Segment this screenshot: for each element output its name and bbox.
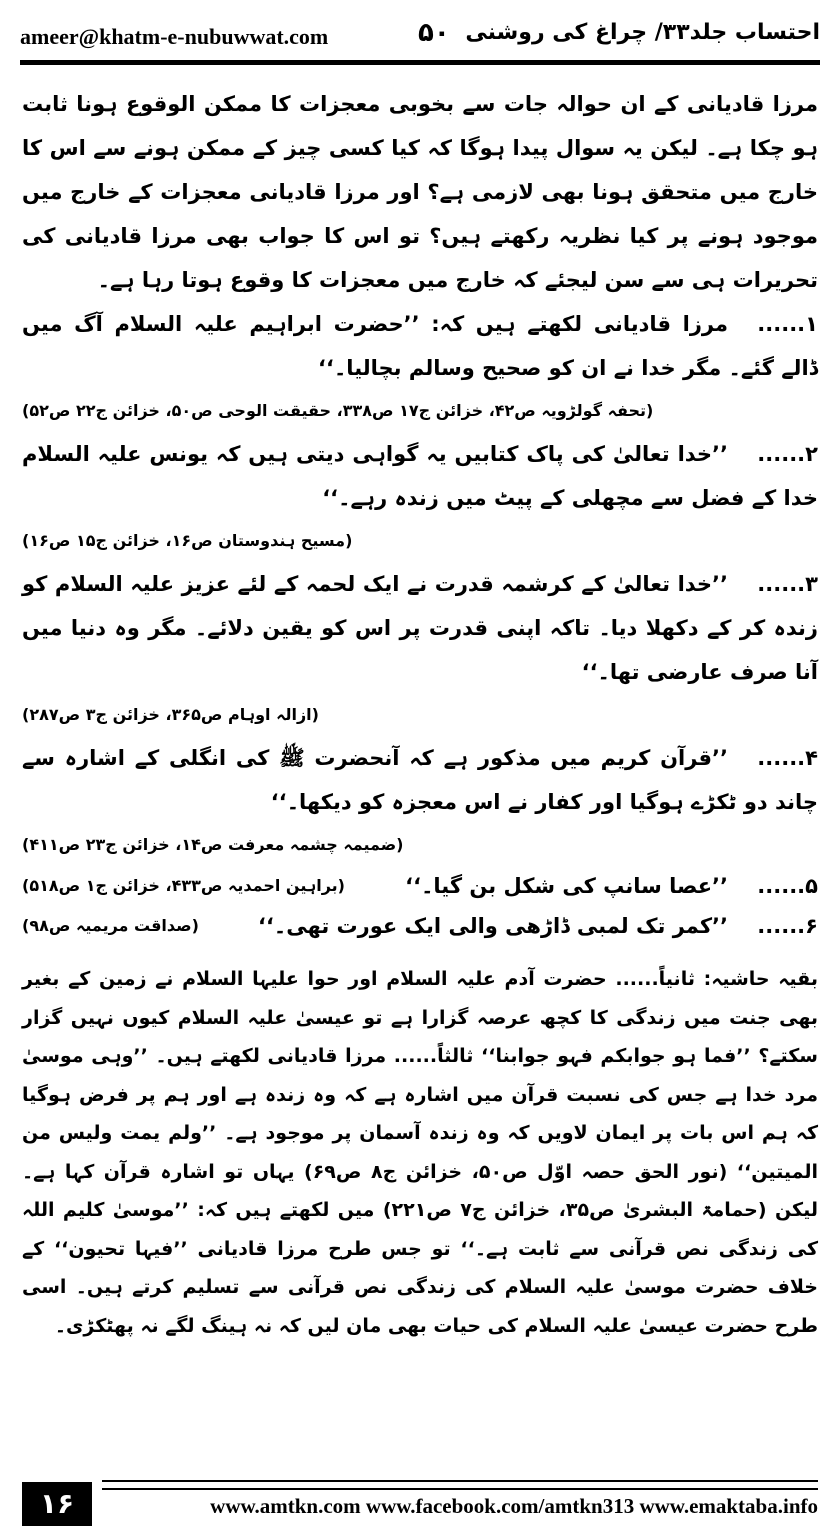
quote-number: ۱...... [757,312,818,336]
footnote: بقیہ حاشیہ: ثانیاً...... حضرت آدم علیہ السلام اور حوا علیہا السلام نے زمین کے بغیر بھی جنت میں زندگی کا کچھ عرصہ گزارا ہے تو عیسیٰ علیہ السلام کیوں نہیں گزار سکتے؟ ’’فما ہو جوابکم فہو جوابنا‘‘ ثالثاً...... مرزا قادیانی لکھتے ہیں۔ ’’وہی موسیٰ مرد خدا ہے جس کی نسبت قرآن میں اشارہ ہے کہ وہ زندہ ہے اور ہم پر فرض ہوگیا کہ ہم اس بات پر ایمان لاویں کہ وہ زندہ آسمان پر موجود ہے۔ ’’ولم یمت ولیس من المیتین‘‘ (نور الحق حصہ اوّل ص۵۰، خزائن ج۸ ص۶۹) یہاں تو اشارہ قرآن کہا ہے۔ لیکن (حمامۃ البشریٰ ص۳۵، خزائن ج۷ ص۲۲۱) میں لکھتے ہیں کہ: ’’موسیٰ کلیم اللہ کی زندگی نص قرآنی سے ثابت ہے۔‘‘ تو جس طرح مرزا قادیانی ’’فیہا تحیون‘‘ کے خلاف حضرت موسیٰ علیہ السلام کی زندگی نص قرآنی سے تسلیم کرتے ہیں۔ اسی طرح حضرت عیسیٰ علیہ السلام کی حیات بھی مان لیں کہ نہ ہینگ لگے نہ پھٹکڑی۔ [22,968,818,1337]
quote-text: ’’کمر تک لمبی ڈاڑھی والی ایک عورت تھی۔‘‘ [257,914,728,938]
quote-reference: (تحفہ گولڑویہ ص۴۲، خزائن ج۱۷ ص۳۳۸، حقیقت الوحی ص۵۰، خزائن ج۲۲ ص۵۲) [22,401,654,420]
quote-3 [22,562,818,694]
quote-number: ۲...... [757,442,818,466]
quote-reference: (براہین احمدیہ ص۴۳۳، خزائن ج۱ ص۵۱۸) [22,876,345,895]
footer-links[interactable]: www.amtkn.com www.facebook.com/amtkn313 www.emaktaba.info [210,1494,818,1518]
header-book-title: احتساب جلد۳۳/ چراغ کی روشنی [465,20,820,45]
quote-reference: (ازالہ اوہام ص۳۶۵، خزائن ج۳ ص۲۸۷) [22,705,319,724]
quote-1 [22,302,818,390]
header-page-number: ۵۰ [418,18,450,48]
quote-reference: (صداقت مریمیہ ص۹۸) [22,916,199,935]
quote-number: ۴...... [757,746,818,770]
quote-number: ۵...... [757,874,818,898]
quote-reference: (مسیح ہندوستان ص۱۶، خزائن ج۱۵ ص۱۶) [22,531,353,550]
header-rule [20,60,820,65]
footer-rule [102,1480,818,1490]
quote-2 [22,432,818,520]
quote-5 [22,866,818,906]
quote-text: ’’قرآن کریم میں مذکور ہے کہ آنحضرت ﷺ کی انگلی کے اشارہ سے چاند دو ٹکڑے ہوگیا اور کفار نے اس معجزہ کو دیکھا۔‘‘ [22,746,818,814]
quote-text: ’’عصا سانپ کی شکل بن گیا۔‘‘ [405,874,728,898]
header-email[interactable]: ameer@khatm-e-nubuwwat.com [20,24,329,49]
quote-4 [22,736,818,824]
page-header [20,14,820,58]
quote-text: ’’خدا تعالیٰ کے کرشمہ قدرت نے ایک لحمہ کے لئے عزیز علیہ السلام کو زندہ کر کے دکھلا دیا۔ تاکہ اپنی قدرت پر اس کو یقین دلائے۔ مگر وہ دنیا میں آنا صرف عارضی تھا۔‘‘ [22,572,818,684]
quote-number: ۳...... [757,572,818,596]
footer-page-box: ۱۶ [22,1482,92,1526]
quote-reference: (ضمیمہ چشمہ معرفت ص۱۴، خزائن ج۲۳ ص۴۱۱) [22,835,404,854]
intro-paragraph: مرزا قادیانی کے ان حوالہ جات سے بخوبی معجزات کا ممکن الوقوع ہونا ثابت ہو چکا ہے۔ لیکن یہ سوال پیدا ہوگا کہ کیا کسی چیز کے ممکن ہونے سے اس کا خارج میں متحقق ہونا بھی لازمی ہے؟ اور مرزا قادیانی معجزات کے خارج میں موجود ہونے پر کیا نظریہ رکھتے ہیں؟ تو اس کا جواب بھی مرزا قادیانی کی تحریرات ہی سے سن لیجئے کہ خارج میں معجزات کا وقوع ہوتا رہا ہے۔ [22,92,818,292]
page-body [22,82,818,1345]
quote-6 [22,906,818,946]
quote-text: ’’خدا تعالیٰ کی پاک کتابیں یہ گواہی دیتی ہیں کہ یونس علیہ السلام خدا کے فضل سے مچھلی کے پیٹ میں زندہ رہے۔‘‘ [22,442,818,510]
quote-number: ۶...... [757,914,818,938]
quote-text: مرزا قادیانی لکھتے ہیں کہ: ’’حضرت ابراہیم علیہ السلام آگ میں ڈالے گئے۔ مگر خدا نے ان کو صحیح وسالم بچالیا۔‘‘ [22,312,818,380]
page-footer [22,1480,818,1530]
